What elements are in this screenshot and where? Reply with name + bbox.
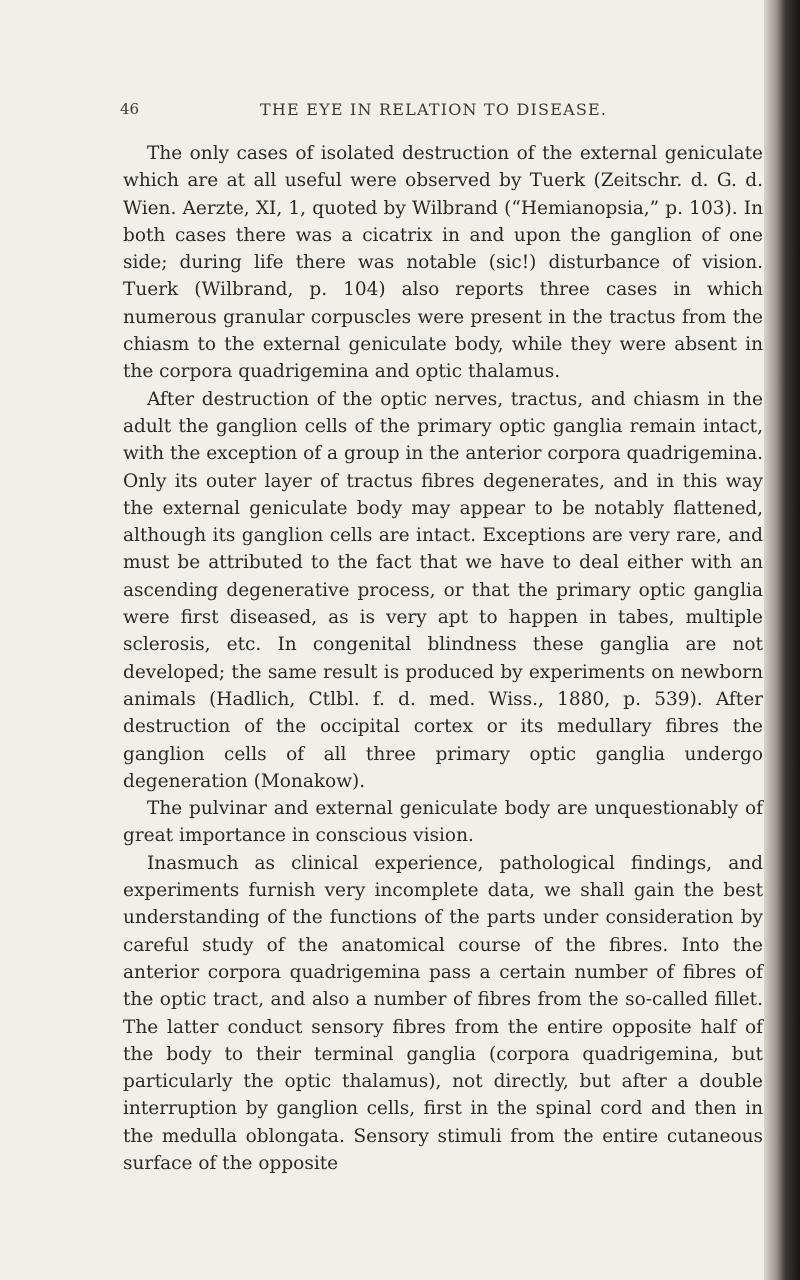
page-header xyxy=(120,100,770,124)
body-text xyxy=(123,140,763,1177)
page-number: 46 xyxy=(120,100,140,118)
paragraph-2: After destruction of the optic nerves, tractus, and chiasm in the adult the ganglion cells of the primary optic ganglia remain intact, with the exception of a group in the anterior corpora quadrigemina. Only its outer layer of tractus fibres degenerates, and in this way the external geniculate body may appear to be notably flattened, although its ganglion cells are intact. Exceptions are very rare, and must be attributed to the fact that we have to deal either with an ascending degenerative process, or that the primary optic ganglia were first diseased, as is very apt to happen in tabes, multiple sclerosis, etc. In congenital blindness these ganglia are not developed; the same result is produced by experiments on newborn animals (Hadlich, Ctlbl. f. d. med. Wiss., 1880, p. 539). After destruction of the occipital cortex or its medullary fibres the ganglion cells of all three primary optic ganglia undergo degeneration (Monakow). xyxy=(123,388,763,792)
paragraph-1: The only cases of isolated destruction of the external geniculate which are at all useful were observed by Tuerk (Zeitschr. d. G. d. Wien. Aerzte, XI, 1, quoted by Wilbrand (“Hemianopsia,” p. 103). In both cases there was a cicatrix in and upon the ganglion of one side; during life there was notable (sic!) disturbance of vision. Tuerk (Wilbrand, p. 104) also reports three cases in which numerous granular corpuscles were present in the tractus from the chiasm to the external geniculate body, while they were absent in the corpora quadrigemina and optic thalamus. xyxy=(123,143,763,383)
page-binding-edge xyxy=(764,0,800,1280)
paragraph-4: Inasmuch as clinical experience, pathological findings, and experiments furnish very incomplete data, we shall gain the best understanding of the functions of the parts under consideration by careful study of the anatomical course of the fibres. Into the anterior corpora quadrigemina pass a certain number of fibres of the optic tract, and also a number of fibres from the so-called fillet. The latter conduct sensory fibres from the entire opposite half of the body to their terminal ganglia (corpora quadrigemina, but particularly the optic thalamus), not directly, but after a double interruption by ganglion cells, first in the spinal cord and then in the medulla oblongata. Sensory stimuli from the entire cutaneous surface of the opposite xyxy=(123,852,763,1174)
paragraph-3: The pulvinar and external geniculate body are unquestionably of great importance in conscious vision. xyxy=(123,798,763,847)
running-title: THE EYE IN RELATION TO DISEASE. xyxy=(260,100,608,119)
